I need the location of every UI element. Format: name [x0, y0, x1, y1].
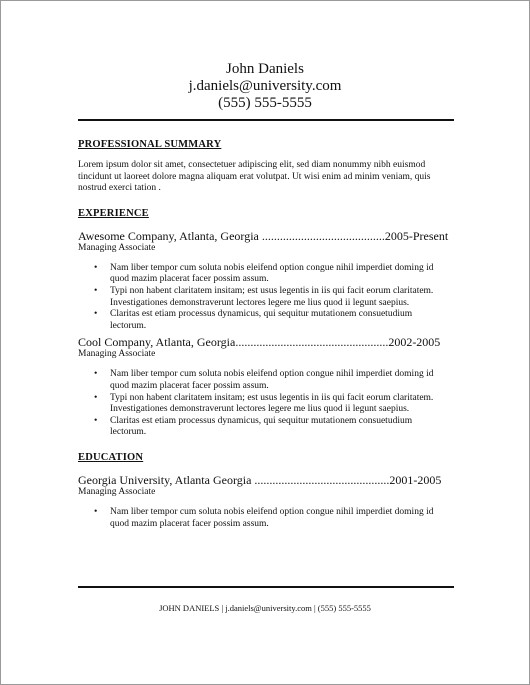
- bullet-icon: •: [94, 309, 98, 320]
- job-bullets: [78, 369, 454, 439]
- header-divider: [78, 119, 454, 121]
- summary-section: [78, 138, 454, 195]
- list-item: [78, 309, 450, 332]
- school-bullets: [78, 507, 454, 530]
- bullet-text: Claritas est etiam processus dynamicus, qui sequitur mutationem consuetudium lectorum.: [110, 309, 413, 331]
- job-entry: [78, 335, 454, 439]
- list-item: [78, 286, 450, 309]
- experience-section: [78, 207, 454, 439]
- school-entry: [78, 473, 454, 530]
- experience-heading: EXPERIENCE: [78, 207, 149, 219]
- bullet-text: Nam liber tempor cum soluta nobis eleifend option congue nihil imperdiet doming id quod mazim placerat facer possim assum.: [110, 262, 434, 285]
- bullet-text: Nam liber tempor cum soluta nobis eleifend option congue nihil imperdiet doming id quod mazim placerat facer possim assum.: [110, 369, 434, 391]
- bullet-icon: •: [94, 415, 98, 426]
- list-item: [78, 369, 450, 392]
- job-entry: [78, 229, 454, 333]
- resume-footer: JOHN DANIELS | j.daniels@university.com | (555) 555-5555: [159, 603, 371, 613]
- bullet-text: Nam liber tempor cum soluta nobis eleifend option congue nihil imperdiet doming id quod mazim placerat facer possim assum.: [110, 506, 434, 529]
- bullet-icon: •: [94, 506, 98, 517]
- list-item: [78, 393, 450, 416]
- school-title-line: Georgia University, Atlanta Georgia .............................................2001-2005: [78, 472, 442, 487]
- job-title-line: Cool Company, Atlanta, Georgia...................................................2002-2005: [78, 335, 441, 350]
- list-item: [78, 416, 450, 439]
- bullet-text: Typi non habent claritatem insitam; est usus legentis in iis qui facit eorum claritatem. Investigationes demonstraverunt lectores legere me lius quod ii legunt saepius.: [110, 285, 434, 308]
- candidate-phone: (555) 555-5555: [218, 95, 312, 111]
- job-title-line: Awesome Company, Atlanta, Georgia .........................................2005-Present: [78, 228, 449, 243]
- bullet-text: Claritas est etiam processus dynamicus, qui sequitur mutationem consuetudium lectorum.: [110, 415, 413, 438]
- job-role: Managing Associate: [78, 349, 156, 360]
- school-role: Managing Associate: [78, 486, 156, 497]
- resume-body: [78, 138, 454, 530]
- candidate-email: j.daniels@university.com: [188, 78, 342, 94]
- resume-header: [1, 61, 529, 112]
- education-section: [78, 451, 454, 530]
- bullet-text: Typi non habent claritatem insitam; est usus legentis in iis qui facit eorum claritatem. Investigationes demonstraverunt lectores legere me lius quod ii legunt saepius.: [110, 392, 434, 415]
- list-item: [78, 507, 450, 530]
- bullet-icon: •: [94, 285, 98, 296]
- summary-heading: PROFESSIONAL SUMMARY: [78, 139, 222, 150]
- job-bullets: [78, 263, 454, 333]
- bullet-icon: •: [94, 392, 98, 403]
- bullet-icon: •: [94, 262, 98, 273]
- list-item: [78, 263, 450, 286]
- education-heading: EDUCATION: [78, 451, 144, 463]
- job-role: Managing Associate: [78, 242, 156, 253]
- bullet-icon: •: [94, 369, 98, 380]
- candidate-name: John Daniels: [226, 61, 304, 77]
- footer-divider: [78, 586, 454, 588]
- summary-text: Lorem ipsum dolor sit amet, consectetuer adipiscing elit, sed diam nonummy nibh euismod tincidunt ut laoreet dolore magna aliquam erat volutpat. Ut wisi enim ad minim veniam, quis nostrud exerci tation .: [78, 160, 431, 194]
